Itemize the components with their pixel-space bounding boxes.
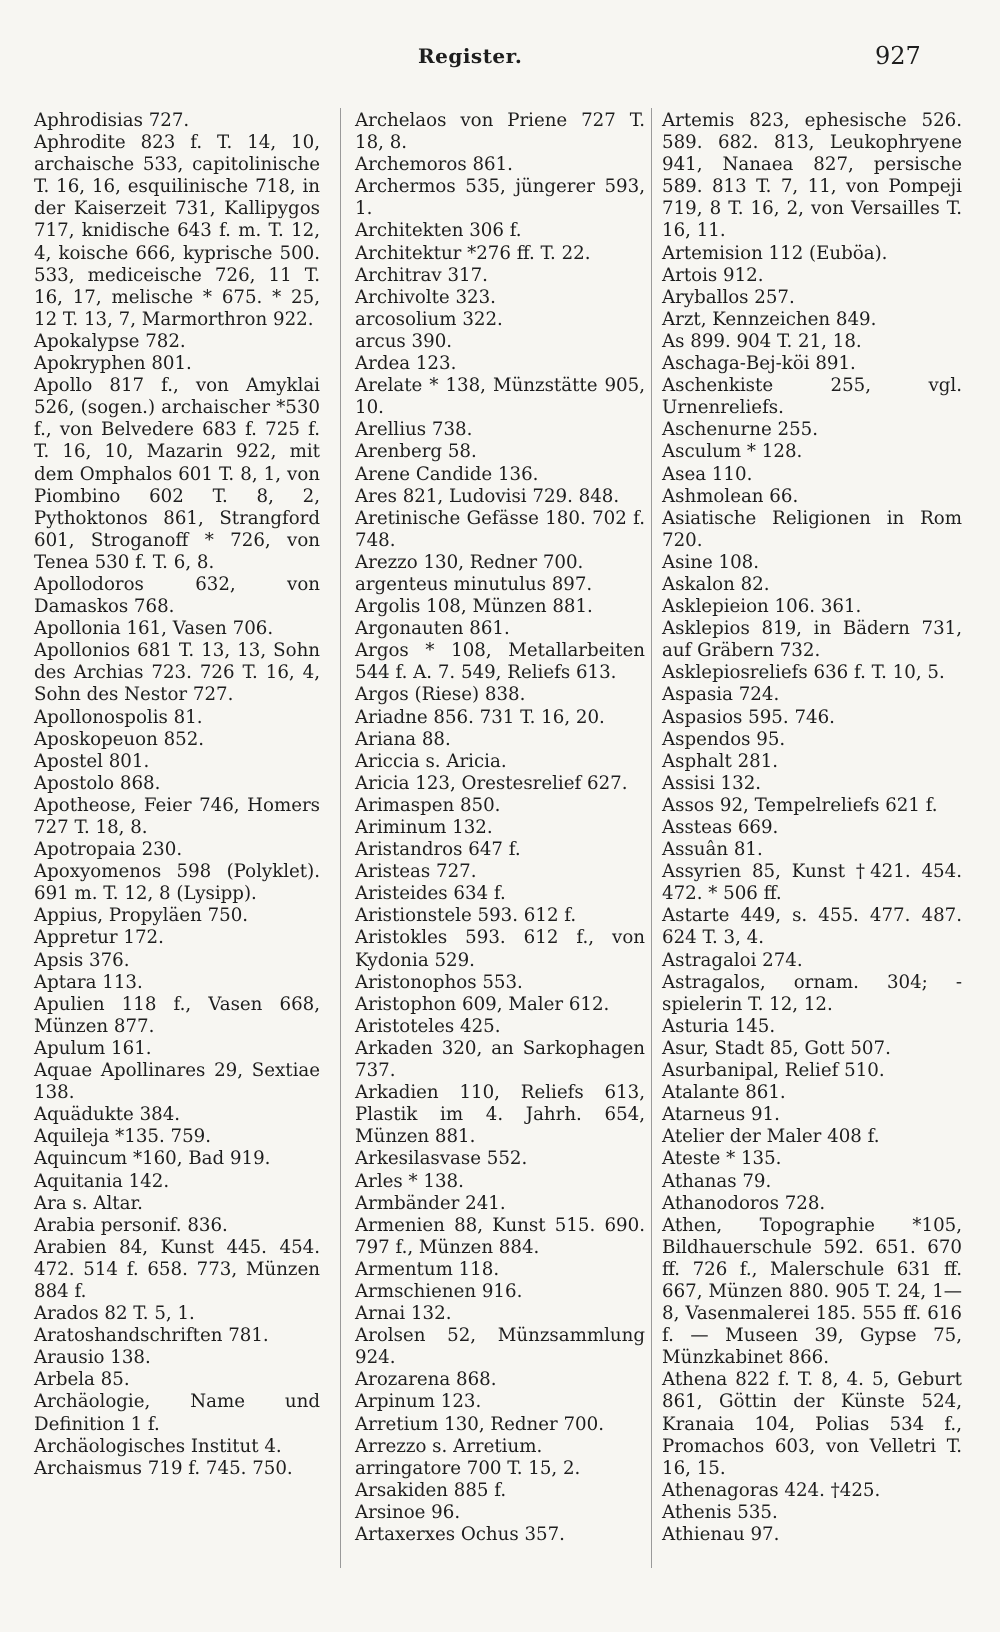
index-entry: Ashmolean 66. [662,485,799,507]
index-entry: Arkadien 110, Reliefs 613, Plastik im 4. Jahrh. 654, Münzen 881. [355,1082,645,1148]
index-entry: Asklepieion 106. 361. [662,596,862,618]
index-entry: Aristionstele 593. 612 f. [355,905,577,927]
column-divider [340,108,341,1568]
index-entry: Assos 92, Tempelreliefs 621 f. [662,794,938,816]
index-column-3 [662,110,962,1546]
index-entry: Asturia 145. [662,1015,776,1037]
index-entry: Apsis 376. [34,949,130,971]
index-entry: Athen, Topographie *105, Bildhauerschule 592. 651. 670 ff. 726 f., Malerschule 631 ff. 667, Münzen 880. 905 T. 24, 1—8, Vasenmalerei 185. 555 ff. 616 f. — Museen 39, Gypse 75, Münzkabinet 866. [662,1214,962,1369]
index-entry: Asea 110. [662,463,753,485]
index-entry: Asculum * 128. [662,441,803,463]
index-entry: Aristeas 727. [355,861,477,883]
index-entry: Apollonospolis 81. [34,706,203,728]
index-entry: Aristandros 647 f. [355,839,521,861]
index-entry: Aschenurne 255. [662,419,819,441]
index-entry: Aposkopeuon 852. [34,728,205,750]
index-entry: Aschaga-Bej-köi 891. [662,353,856,375]
index-column-1 [34,110,320,1480]
index-entry: Arabien 84, Kunst 445. 454. 472. 514 f. 658. 773, Münzen 884 f. [34,1236,320,1302]
index-entry: Aphrodisias 727. [34,110,190,131]
index-entry: Aquädukte 384. [34,1104,181,1126]
index-entry: Arpinum 123. [355,1391,482,1413]
column-divider [651,108,652,1568]
index-entry: Apoxyomenos 598 (Polyklet). 691 m. T. 12, 8 (Lysipp). [34,861,320,905]
index-entry: Athenis 535. [662,1501,778,1523]
index-entry: Aristophon 609, Maler 612. [355,993,610,1015]
index-entry: Ariana 88. [355,728,451,750]
index-entry: Asklepios 819, in Bädern 731, auf Gräbern 732. [662,618,962,662]
index-entry: Appius, Propyläen 750. [34,905,249,927]
index-entry: Aphrodite 823 f. T. 14, 10, archaische 533, capitolinische T. 16, 16, esquilinische 718, in der Kaiserzeit 731, Kallipygos 717, knidische 643 f. m. T. 12, 4, koische 666, kyprische 500. 533, mediceische 726, 11 T. 16, 17, melische * 675. * 25, 12 T. 13, 7, Marmorthron 922. [34,132,320,330]
index-entry: Arados 82 T. 5, 1. [34,1303,195,1325]
index-entry: Apokryphen 801. [34,353,192,375]
index-entry: Apostel 801. [34,750,150,772]
index-entry: Ariccia s. Aricia. [355,750,507,772]
index-entry: Armbänder 241. [355,1192,506,1214]
index-column-2 [355,110,645,1546]
index-entry: Artois 912. [662,264,764,286]
index-entry: Aquitania 142. [34,1170,170,1192]
index-entry: Apollo 817 f., von Amyklai 526, (sogen.) archaischer *530 f., von Belvedere 683 f. 725 f. T. 16, 10, Mazarin 922, mit dem Omphalos 601 T. 8, 1, von Piombino 602 T. 8, 2, Pythoktonos 861, Strangford 601, Stroganoff * 726, von Tenea 530 f. T. 6, 8. [34,375,320,573]
index-entry: Asurbanipal, Relief 510. [662,1060,885,1082]
index-entry: Arles * 138. [355,1170,464,1192]
index-entry: Aquae Apollinares 29, Sextiae 138. [34,1060,320,1104]
index-entry: Armentum 118. [355,1258,500,1280]
index-entry: Arzt, Kennzeichen 849. [662,308,877,330]
index-entry: Aristonophos 553. [355,971,523,993]
index-entry: arcus 390. [355,330,453,352]
index-entry: Astragalos, ornam. 304; -spielerin T. 12, 12. [662,971,962,1015]
index-entry: Ariadne 856. 731 T. 16, 20. [355,706,605,728]
page-header [0,44,1000,74]
index-entry: Appretur 172. [34,927,164,949]
index-entry: Aspasios 595. 746. [662,706,835,728]
index-entry: Aquincum *160, Bad 919. [34,1148,271,1170]
index-entry: Atalante 861. [662,1082,786,1104]
index-entry: Aricia 123, Orestesrelief 627. [355,772,628,794]
index-entry: Aretinische Gefässe 180. 702 f. 748. [355,507,645,551]
index-entry: Arrezzo s. Arretium. [355,1435,543,1457]
index-entry: Apotropaia 230. [34,839,183,861]
index-entry: Aschenkiste 255, vgl. Urnenreliefs. [662,375,962,419]
index-entry: As 899. 904 T. 21, 18. [662,330,862,352]
index-entry: Assyrien 85, Kunst †421. 454. 472. * 506 ff. [662,861,962,905]
index-entry: Argonauten 861. [355,618,510,640]
page-number: 927 [875,42,921,70]
index-entry: Artaxerxes Ochus 357. [355,1524,565,1545]
index-entry: Arsinoe 96. [355,1501,461,1523]
index-entry: Apostolo 868. [34,772,161,794]
index-entry: Arellius 738. [355,419,473,441]
index-entry: Arretium 130, Redner 700. [355,1413,604,1435]
index-entry: Archelaos von Priene 727 T. 18, 8. [355,110,645,154]
index-entry: argenteus minutulus 897. [355,573,593,595]
index-entry: Arausio 138. [34,1347,151,1369]
index-entry: Aristeides 634 f. [355,883,506,905]
index-entry: Atelier der Maler 408 f. [662,1126,880,1148]
index-entry: Ardea 123. [355,353,457,375]
index-entry: Athanas 79. [662,1170,772,1192]
index-entry: Aspasia 724. [662,684,780,706]
index-entry: Arozarena 868. [355,1369,497,1391]
index-entry: Archemoros 861. [355,154,513,176]
index-entry: Arezzo 130, Redner 700. [355,551,584,573]
index-entry: Aristokles 593. 612 f., von Kydonia 529. [355,927,645,971]
index-entry: Aquileja *135. 759. [34,1126,212,1148]
index-entry: Arabia personif. 836. [34,1214,228,1236]
index-entry: Architrav 317. [355,264,488,286]
index-entry: Apokalypse 782. [34,330,186,352]
index-entry: Arolsen 52, Münzsammlung 924. [355,1325,645,1369]
index-entry: Asiatische Religionen in Rom 720. [662,507,962,551]
index-entry: Assteas 669. [662,817,779,838]
index-entry: Arsakiden 885 f. [355,1479,507,1501]
index-entry: Armschienen 916. [355,1280,523,1302]
index-entry: Arnai 132. [355,1303,452,1325]
index-entry: arringatore 700 T. 15, 2. [355,1457,581,1479]
index-entry: Athenagoras 424. †425. [662,1479,881,1501]
index-entry: Arbela 85. [34,1369,130,1391]
index-entry: Ares 821, Ludovisi 729. 848. [355,485,620,507]
index-entry: Apollonia 161, Vasen 706. [34,618,274,640]
index-entry: Ariminum 132. [355,817,493,838]
index-entry: Archäologisches Institut 4. [34,1435,282,1457]
index-entry: Argos (Riese) 838. [355,684,526,706]
index-entry: Aryballos 257. [662,286,795,308]
index-entry: Asur, Stadt 85, Gott 507. [662,1037,891,1059]
index-entry: Ara s. Altar. [34,1192,143,1214]
index-entry: Architekten 306 f. [355,220,522,242]
index-entry: Artemision 112 (Euböa). [662,242,888,264]
index-entry: Artemis 823, ephesische 526. 589. 682. 813, Leukophryene 941, Nanaea 827, persische 589. 813 T. 7, 11, von Pompeji 719, 8 T. 16, 2, von Versailles T. 16, 11. [662,110,962,242]
index-entry: Archaismus 719 f. 745. 750. [34,1457,293,1479]
index-entry: Askalon 82. [662,573,770,595]
index-entry: Apulum 161. [34,1037,152,1059]
index-entry: Apulien 118 f., Vasen 668, Münzen 877. [34,993,320,1037]
index-entry: Arene Candide 136. [355,463,539,485]
index-entry: Asphalt 281. [662,750,779,772]
index-entry: Arimaspen 850. [355,794,501,816]
index-entry: Asklepiosreliefs 636 f. T. 10, 5. [662,662,945,684]
index-entry: Aptara 113. [34,971,143,993]
index-entry: Assisi 132. [662,772,762,794]
index-entry: Aratoshandschriften 781. [34,1325,269,1347]
index-entry: Aristoteles 425. [355,1015,501,1037]
index-entry: Argos * 108, Metallarbeiten 544 f. A. 7. 549, Reliefs 613. [355,640,645,684]
index-entry: Archäologie, Name und Definition 1 f. [34,1391,320,1435]
index-entry: Ateste * 135. [662,1148,782,1170]
index-entry: Arenberg 58. [355,441,477,463]
index-entry: Armenien 88, Kunst 515. 690. 797 f., Münzen 884. [355,1214,645,1258]
index-entry: Athienau 97. [662,1524,780,1545]
index-entry: Astragaloi 274. [662,949,803,971]
index-entry: Athena 822 f. T. 8, 4. 5, Geburt 861, Göttin der Künste 524, Kranaia 104, Polias 534 f., Promachos 603, von Velletri T. 16, 15. [662,1369,962,1479]
index-entry: Argolis 108, Münzen 881. [355,596,593,618]
index-entry: Arelate * 138, Münzstätte 905, 10. [355,375,645,419]
index-entry: Architektur *276 ff. T. 22. [355,242,591,264]
index-entry: Arkesilasvase 552. [355,1148,528,1170]
index-entry: Archermos 535, jüngerer 593, 1. [355,176,645,220]
index-entry: arcosolium 322. [355,308,503,330]
index-entry: Assuân 81. [662,839,763,861]
index-entry: Apotheose, Feier 746, Homers 727 T. 18, 8. [34,794,320,838]
index-entry: Atarneus 91. [662,1104,780,1126]
page-title: Register. [418,44,523,68]
index-entry: Archivolte 323. [355,286,496,308]
index-entry: Astarte 449, s. 455. 477. 487. 624 T. 3, 4. [662,905,962,949]
index-entry: Arkaden 320, an Sarkophagen 737. [355,1037,645,1082]
index-entry: Apollonios 681 T. 13, 13, Sohn des Archias 723. 726 T. 16, 4, Sohn des Nestor 727. [34,640,320,706]
index-entry: Apollodoros 632, von Damaskos 768. [34,573,320,618]
index-entry: Aspendos 95. [662,728,786,750]
index-entry: Athanodoros 728. [662,1192,826,1214]
index-entry: Asine 108. [662,551,760,573]
